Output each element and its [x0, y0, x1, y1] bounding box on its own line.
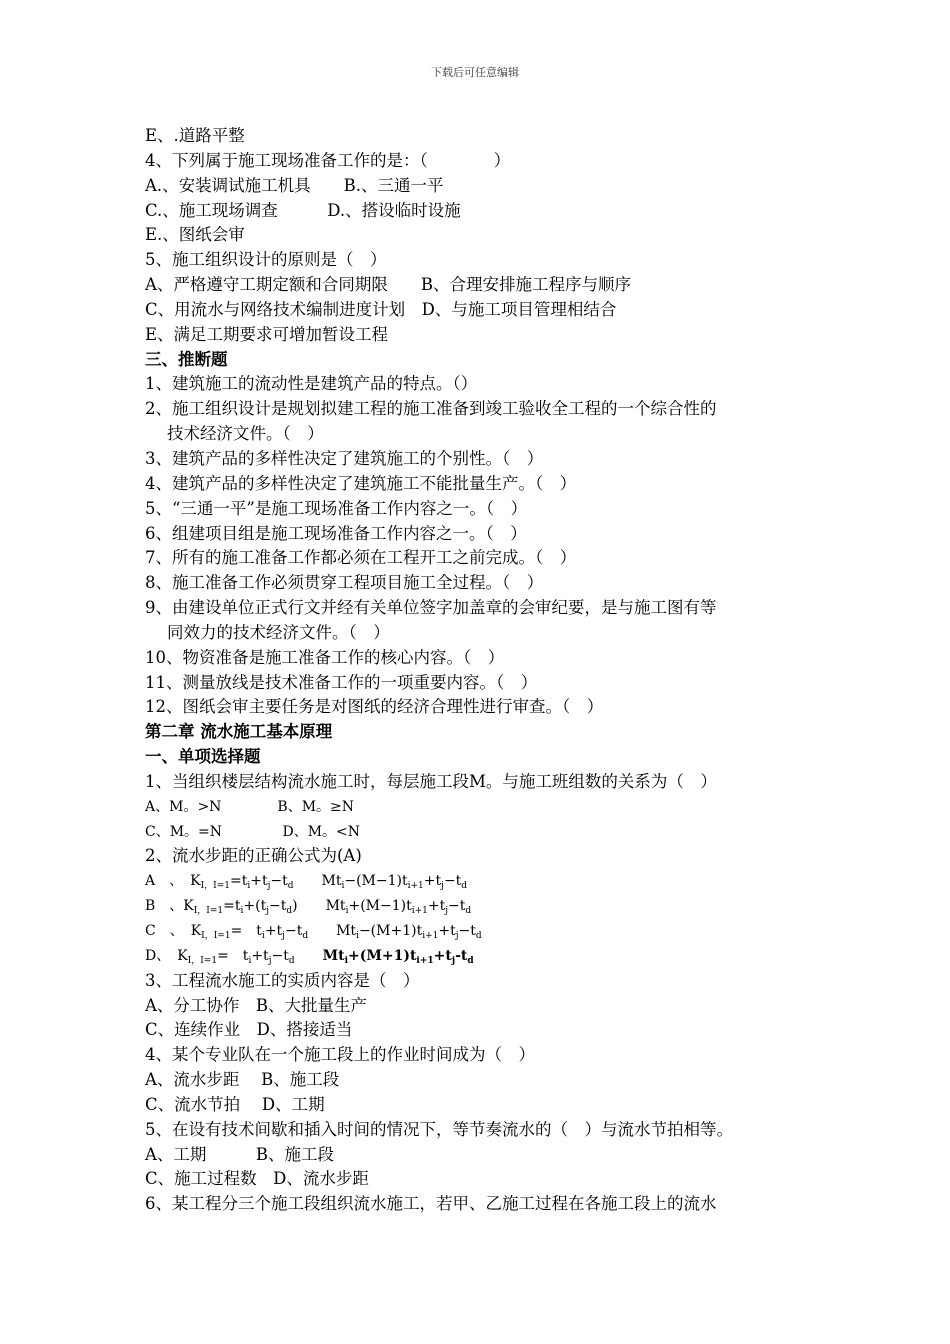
text-line: 4、下列属于施工现场准备工作的是：（ ）: [145, 150, 511, 170]
text-line: A、工期 B、施工段: [145, 1144, 335, 1164]
text-line: 同效力的技术经济文件。（ ）: [167, 622, 390, 642]
text-line: 3、建筑产品的多样性决定了建筑施工的个别性。（ ）: [145, 448, 544, 468]
text-line: 5、施工组织设计的原则是（ ）: [145, 250, 387, 270]
text-line: 2、施工组织设计是规划拟建工程的施工准备到竣工验收全工程的一个综合性的: [145, 399, 717, 419]
text-line: 10、物资准备是施工准备工作的核心内容。（ ）: [145, 647, 505, 667]
section-heading: 一、单项选择题: [145, 747, 261, 767]
formula-option-c: C 、 $K_{I,I=1}=$ $t_i+t_j-t_d$ $Mt_i-(M+1)t_{i+1}+t_j-t_d$: [145, 923, 482, 941]
page-header: 下载后可任意编辑: [431, 66, 519, 79]
text-line: C、用流水与网络技术编制进度计划 D、与施工项目管理相结合: [145, 299, 617, 319]
text-line: 6、组建项目组是施工现场准备工作内容之一。（ ）: [145, 523, 527, 543]
text-line: E.、图纸会审: [145, 225, 245, 245]
text-line: 2、流水步距的正确公式为(A): [145, 846, 362, 866]
text-line: 1、当组织楼层结构流水施工时，每层施工段M。与施工班组数的关系为（ ）: [145, 771, 717, 791]
text-line: C.、施工现场调查 D.、搭设临时设施: [145, 200, 461, 220]
text-line: 4、某个专业队在一个施工段上的作业时间成为（ ）: [145, 1045, 535, 1065]
text-line: A、分工协作 B、大批量生产: [145, 995, 368, 1015]
text-line: 4、建筑产品的多样性决定了建筑施工不能批量生产。（ ）: [145, 473, 577, 493]
text-line: C、施工过程数 D、流水步距: [145, 1169, 369, 1189]
text-line: E、.道路平整: [145, 126, 245, 145]
text-line: 7、所有的施工准备工作都必须在工程开工之前完成。（ ）: [145, 548, 577, 568]
text-line: E、满足工期要求可增加暂设工程: [145, 324, 389, 344]
text-line: A、流水步距 B、施工段: [145, 1070, 340, 1090]
text-line: C、连续作业 D、搭接适当: [145, 1020, 353, 1040]
text-line: 8、施工准备工作必须贯穿工程项目施工全过程。（ ）: [145, 573, 544, 593]
text-line: 12、图纸会审主要任务是对图纸的经济合理性进行审查。（ ）: [145, 697, 604, 717]
formula-option-b: B 、$K_{I,I=1}=t_i+(t_j-t_d)$ $Mt_i+(M-1)t_{i+1}+t_j-t_d$: [145, 898, 472, 917]
text-line: 6、某工程分三个施工段组织流水施工，若甲、乙施工过程在各施工段上的流水: [145, 1194, 717, 1214]
text-line: 11、测量放线是技术准备工作的一项重要内容。（ ）: [145, 672, 538, 692]
text-line: 5、“三通一平”是施工现场准备工作内容之一。（ ）: [145, 498, 528, 518]
text-line: 1、建筑施工的流动性是建筑产品的特点。（）: [145, 374, 478, 394]
text-line: A.、安装调试施工机具 B.、三通一平: [145, 175, 444, 195]
formula-option-d: D、 $K_{I,I=1}=$ $t_i+t_j-t_d$ $Mt_i+(M+1)t_{i+1}+t_j-t_d$: [145, 947, 474, 966]
formula-option-a: A 、 $K_{I,I=1}=t_i+t_j-t_d$ $Mt_i-(M-1)t_{i+1}+t_j-t_d$: [145, 873, 468, 892]
text-line: 5、在设有技术间歇和插入时间的情况下，等节奏流水的（ ）与流水节拍相等。: [145, 1119, 733, 1139]
text-line: 3、工程流水施工的实质内容是（ ）: [145, 970, 420, 990]
chapter-heading: 第二章 流水施工基本原理: [145, 722, 333, 742]
text-line: A、严格遵守工期定额和合同期限 B、合理安排施工程序与顺序: [145, 275, 632, 295]
section-heading: 三、推断题: [145, 349, 228, 369]
text-line: A、M。>N B、M。≥N: [145, 798, 355, 815]
text-line: C、M。=N D、M。<N: [145, 823, 361, 840]
text-line: C、流水节拍 D、工期: [145, 1094, 325, 1114]
text-line: 9、由建设单位正式行文并经有关单位签字加盖章的会审纪要，是与施工图有等: [145, 598, 717, 618]
text-line: 技术经济文件。（ ）: [167, 424, 324, 444]
document-body: [145, 124, 825, 1217]
